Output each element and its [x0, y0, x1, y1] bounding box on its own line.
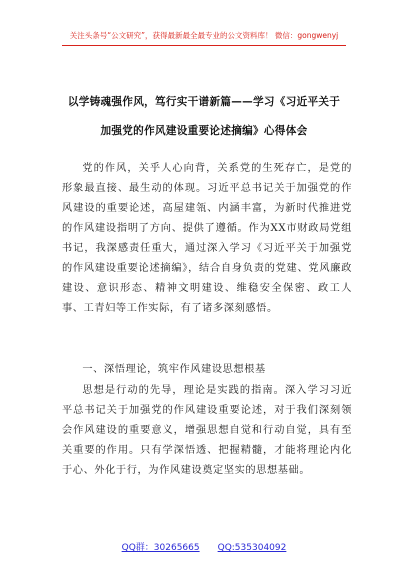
header-banner: 关注头条号“公文研究”，获得最新最全最专业的公文资料库！ 微信：gongwenyj: [69, 31, 339, 40]
footer-contact: [0, 540, 408, 553]
footer-qq-link[interactable]: QQ:535304092: [217, 543, 287, 553]
document-title-line-1: 以学铸魂强作风，笃行实干谱新篇——学习《习近平关于: [67, 96, 341, 108]
section-heading-1: 一、深悟理论，筑牢作风建设思想根基: [82, 364, 266, 375]
footer-qq-group-link[interactable]: QQ群：30265665: [121, 543, 200, 553]
body-paragraph-1: 党的作风，关乎人心向背，关系党的生死存亡，是党的形象最直接、最生动的体现。习近平总书记关于加强党的作风建设的重要论述，高屋建瓴、内涵丰富，为新时代推进党的作风建设指明了方向、提供了遵循。作为XX市财政局党组书记，我深感责任重大，通过深入学习《习近平关于加强党的作风建设重要论述摘编》，结合自身负责的党建、党风廉政建设、意识形态、精神文明建设、维稳安全保密、政工人事、工青妇等工作实际，有了诸多深刻感悟。: [62, 163, 352, 314]
header-divider: [62, 45, 346, 46]
document-title-line-2: 加强党的作风建设重要论述摘编》心得体会: [100, 125, 308, 137]
body-paragraph-2: 思想是行动的先导，理论是实践的指南。深入学习习近平总书记关于加强党的作风建设重要论述，对于我们深刻领会作风建设的重要意义，增强思想自觉和行动自觉，具有至关重要的作用。只有学深悟透、把握精髓，才能将理论内化于心、外化于行，为作风建设奠定坚实的思想基础。: [62, 385, 352, 476]
